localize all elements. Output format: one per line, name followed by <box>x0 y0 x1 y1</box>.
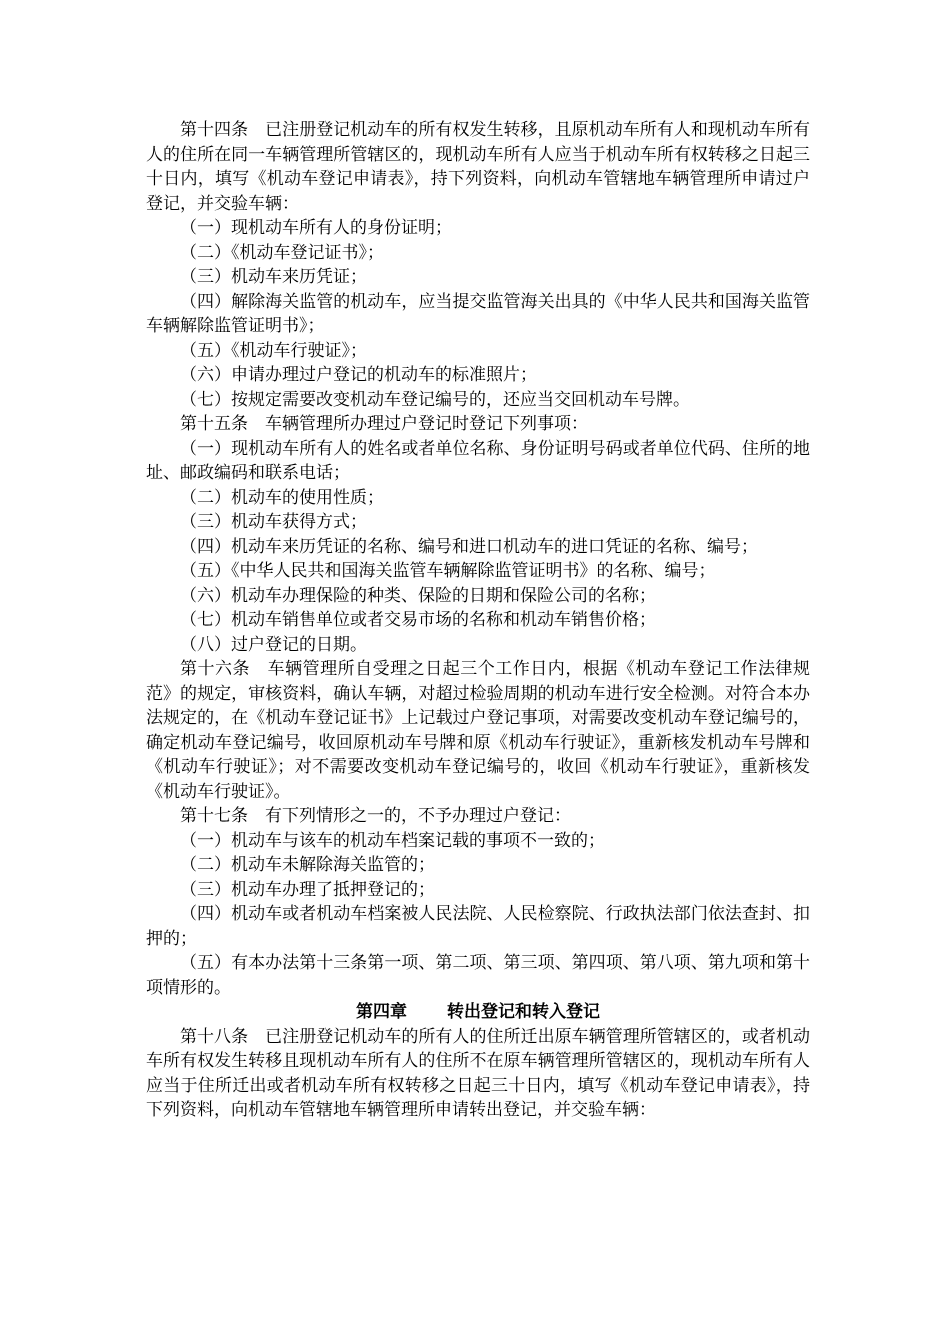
article-17-item-5: （五）有本办法第十三条第一项、第二项、第三项、第四项、第八项、第九项和第十项情形的。 <box>146 953 810 998</box>
article-14: 第十四条 已注册登记机动车的所有权发生转移，且原机动车所有人和现机动车所有人的住所在同一车辆管理所管辖区的，现机动车所有人应当于机动车所有权转移之日起三十日内，填写《机动车登记申请表》，持下列资料，向机动车管辖地车辆管理所申请过户登记，并交验车辆： <box>146 120 810 214</box>
document-page <box>146 118 810 1123</box>
article-15: 第十五条 车辆管理所办理过户登记时登记下列事项： <box>180 414 588 434</box>
chapter-number: 第四章 <box>356 1002 407 1022</box>
chapter-title: 转出登记和转入登记 <box>447 1002 600 1022</box>
article-15-item-8: （八）过户登记的日期。 <box>180 634 367 655</box>
article-14-item-6: （六）申请办理过户登记的机动车的标准照片； <box>180 365 537 385</box>
article-18: 第十八条 已注册登记机动车的所有人的住所迁出原车辆管理所管辖区的，或者机动车所有权发生转移且现机动车所有人的住所不在原车辆管理所管辖区的，现机动车所有人应当于住所迁出或者机动车所有权转移之日起三十日内，填写《机动车登记申请表》，持下列资料，向机动车管辖地车辆管理所申请转出登记，并交验车辆： <box>146 1026 810 1120</box>
article-14-item-7: （七）按规定需要改变机动车登记编号的，还应当交回机动车号牌。 <box>180 389 690 410</box>
article-15-item-3: （三）机动车获得方式； <box>180 512 367 532</box>
article-17: 第十七条 有下列情形之一的，不予办理过户登记： <box>180 806 571 826</box>
article-15-item-4: （四）机动车来历凭证的名称、编号和进口机动车的进口凭证的名称、编号； <box>180 536 758 557</box>
article-17-item-4: （四）机动车或者机动车档案被人民法院、人民检察院、行政执法部门依法查封、扣押的； <box>146 904 810 949</box>
article-14-item-5: （五）《机动车行驶证》； <box>180 340 367 361</box>
article-14-item-3: （三）机动车来历凭证； <box>180 267 367 287</box>
article-15-item-5: （五）《中华人民共和国海关监管车辆解除监管证明书》的名称、编号； <box>180 561 716 581</box>
article-17-item-2: （二）机动车未解除海关监管的； <box>180 855 435 875</box>
chapter-heading <box>146 1000 810 1025</box>
article-15-item-7: （七）机动车销售单位或者交易市场的名称和机动车销售价格； <box>180 610 656 630</box>
article-17-item-1: （一）机动车与该车的机动车档案记载的事项不一致的； <box>180 830 605 851</box>
article-14-item-2: （二）《机动车登记证书》； <box>180 242 384 263</box>
article-17-item-3: （三）机动车办理了抵押登记的； <box>180 879 435 900</box>
article-16: 第十六条 车辆管理所自受理之日起三个工作日内，根据《机动车登记工作法律规范》的规定，审核资料，确认车辆，对超过检验周期的机动车进行安全检测。对符合本办法规定的，在《机动车登记证书》上记载过户登记事项，对需要改变机动车登记编号的，确定机动车登记编号，收回原机动车号牌和原《机动车行驶证》，重新核发机动车号牌和《机动车行驶证》；对不需要改变机动车登记编号的，收回《机动车行驶证》，重新核发《机动车行驶证》。 <box>146 659 810 802</box>
regulation-body-part1 <box>146 118 810 1000</box>
article-15-item-2: （二）机动车的使用性质； <box>180 487 384 508</box>
article-14-item-4: （四）解除海关监管的机动车，应当提交监管海关出具的《中华人民共和国海关监管车辆解除监管证明书》； <box>146 291 810 336</box>
article-15-item-6: （六）机动车办理保险的种类、保险的日期和保险公司的名称； <box>180 585 656 606</box>
regulation-body-part2 <box>146 1025 810 1123</box>
article-15-item-1: （一）现机动车所有人的姓名或者单位名称、身份证明号码或者单位代码、住所的地址、邮政编码和联系电话； <box>146 438 810 483</box>
article-14-item-1: （一）现机动车所有人的身份证明； <box>180 218 452 238</box>
